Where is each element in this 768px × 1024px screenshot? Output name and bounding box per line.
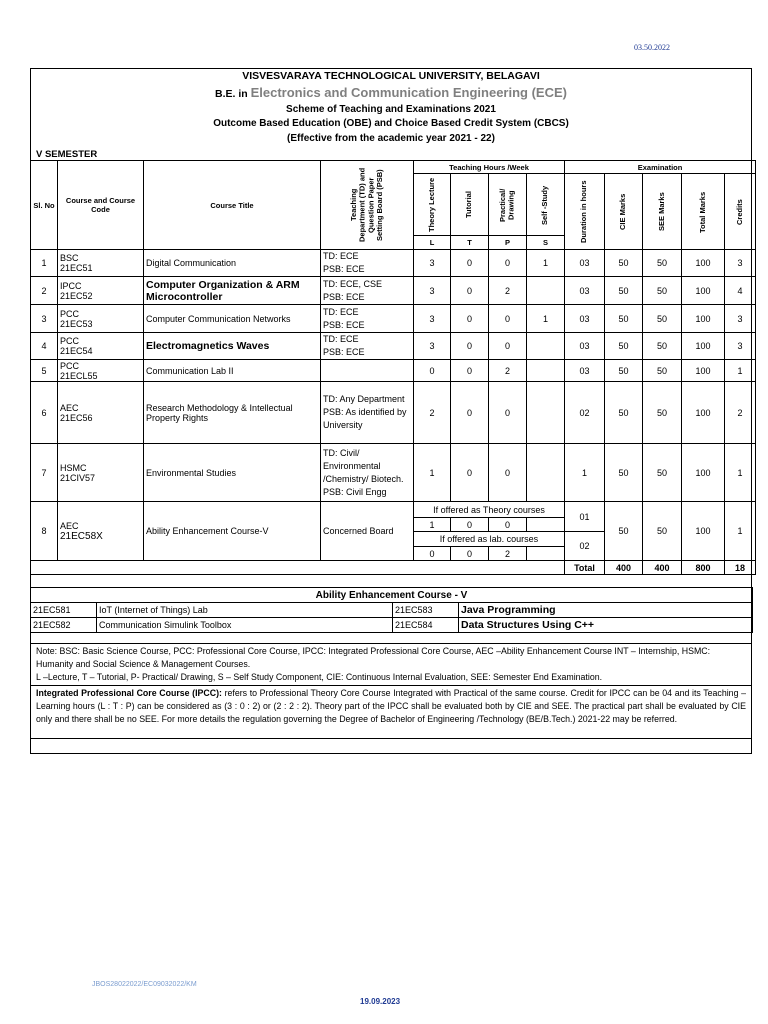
ability-name: Java Programming <box>459 603 753 618</box>
row-course-code <box>58 360 144 382</box>
col-tutorial: Tutorial <box>451 174 489 236</box>
notes-block <box>30 643 752 685</box>
programme-title <box>30 85 752 100</box>
course-type: PCC <box>60 360 80 371</box>
row-cie: 50 <box>605 382 643 444</box>
row-T: 0 <box>451 382 489 444</box>
ipcc-label: Integrated Professional Core Course (IPCC): <box>36 688 222 698</box>
row-course-title: Communication Lab II <box>144 360 321 382</box>
row-T: 0 <box>451 333 489 360</box>
bottom-date: 19.09.2023 <box>360 997 401 1006</box>
row8-theory-label: If offered as Theory courses <box>414 502 565 518</box>
col-credits: Credits <box>725 174 756 250</box>
row-see: 50 <box>643 305 682 333</box>
table-row <box>31 382 756 444</box>
row8-total: 100 <box>682 502 725 561</box>
totals-see: 400 <box>643 561 682 575</box>
row-sl: 4 <box>31 333 58 360</box>
col-practical: Practical/ Drawing <box>489 174 527 236</box>
row-cie: 50 <box>605 333 643 360</box>
row-T: 0 <box>451 250 489 277</box>
row-see: 50 <box>643 277 682 305</box>
table-row <box>31 360 756 382</box>
row-dur: 03 <box>565 277 605 305</box>
col-duration: Duration in hours <box>565 174 605 250</box>
col-P: P <box>489 236 527 250</box>
row-dur: 03 <box>565 305 605 333</box>
degree-prefix: B.E. in <box>215 88 248 100</box>
row-P: 0 <box>489 305 527 333</box>
row-L: 3 <box>414 333 451 360</box>
row-dur: 03 <box>565 250 605 277</box>
course-code: 21EC51 <box>60 263 93 273</box>
row8-dur2: 02 <box>565 532 605 561</box>
row-sl: 5 <box>31 360 58 382</box>
row-P: 2 <box>489 360 527 382</box>
col-teaching-hours: Teaching Hours /Week <box>414 161 565 174</box>
row-P: 0 <box>489 444 527 502</box>
row-sl: 3 <box>31 305 58 333</box>
row-course-code <box>58 305 144 333</box>
course-code: 21ECL55 <box>60 370 98 381</box>
row8-theory-T: 0 <box>451 518 489 532</box>
row-dept: TD: Civil/ Environmental /Chemistry/ Biotech. PSB: Civil Engg <box>321 444 414 502</box>
row8-theory-L: 1 <box>414 518 451 532</box>
obe-title: Outcome Based Education (OBE) and Choice Based Credit System (CBCS) <box>213 118 569 129</box>
row8-theory-S <box>527 518 565 532</box>
university-name: VISVESVARAYA TECHNOLOGICAL UNIVERSITY, BELAGAVI <box>242 70 540 82</box>
row-T: 0 <box>451 305 489 333</box>
row8-lab-P: 2 <box>489 547 527 561</box>
programme-name: Electronics and Communication Engineering (ECE) <box>250 85 567 100</box>
row-see: 50 <box>643 333 682 360</box>
ability-title: Ability Enhancement Course - V <box>31 588 753 603</box>
row-sl: 2 <box>31 277 58 305</box>
totals-cie: 400 <box>605 561 643 575</box>
ipcc-note <box>30 685 752 739</box>
scheme-table <box>30 160 756 575</box>
ability-code: 21EC581 <box>31 603 97 618</box>
row-dur: 03 <box>565 360 605 382</box>
table-row <box>31 333 756 360</box>
row-cie: 50 <box>605 250 643 277</box>
note-line-1: Note: BSC: Basic Science Course, PCC: Professional Core Course, IPCC: Integrated Professional Core Course, AEC –Ability Enhancement Course INT – Internship, HSMC: Humanity and Social Science & Management Courses. <box>36 646 711 669</box>
semester-label: V SEMESTER <box>36 149 98 160</box>
row8-cie: 50 <box>605 502 643 561</box>
row-see: 50 <box>643 382 682 444</box>
row-S <box>527 333 565 360</box>
col-L: L <box>414 236 451 250</box>
row-dept: TD: ECE PSB: ECE <box>321 305 414 333</box>
row-dept <box>321 360 414 382</box>
row-dept: TD: ECE PSB: ECE <box>321 333 414 360</box>
row-cie: 50 <box>605 360 643 382</box>
col-sl-no: Sl. No <box>31 161 58 250</box>
course-type: IPCC <box>60 280 82 291</box>
row-S: 1 <box>527 250 565 277</box>
row-L: 0 <box>414 360 451 382</box>
row8-dept: Concerned Board <box>321 502 414 561</box>
row8-lab-label: If offered as lab. courses <box>414 532 565 547</box>
row-course-title: Digital Communication <box>144 250 321 277</box>
course-type: AEC <box>60 402 79 413</box>
row-total: 100 <box>682 250 725 277</box>
ability-table <box>30 587 753 633</box>
row-course-title: Research Methodology & Intellectual Property Rights <box>144 382 321 444</box>
row-cie: 50 <box>605 305 643 333</box>
row-see: 50 <box>643 360 682 382</box>
note-line-2: L –Lecture, T – Tutorial, P- Practical/ Drawing, S – Self Study Component, CIE: Continuous Internal Evaluation, SEE: Semester End Examination. <box>36 672 603 682</box>
col-total: Total Marks <box>682 174 725 250</box>
top-date: 03.50.2022 <box>634 43 670 52</box>
ability-code: 21EC582 <box>31 618 97 633</box>
row-cie: 50 <box>605 277 643 305</box>
ability-row <box>31 618 753 633</box>
totals-credits: 18 <box>725 561 756 575</box>
row-L: 1 <box>414 444 451 502</box>
course-type: PCC <box>60 336 80 346</box>
row-course-title: Environmental Studies <box>144 444 321 502</box>
row8-lab-T: 0 <box>451 547 489 561</box>
course-code: 21EC54 <box>60 346 93 356</box>
scheme-title: Scheme of Teaching and Examinations 2021 <box>286 104 496 115</box>
row-L: 2 <box>414 382 451 444</box>
course-type: BSC <box>60 253 79 263</box>
row-course-code <box>58 382 144 444</box>
course-code: 21CIV57 <box>60 472 96 483</box>
row-sl: 7 <box>31 444 58 502</box>
col-see: SEE Marks <box>643 174 682 250</box>
table-row <box>31 444 756 502</box>
row-credits: 3 <box>725 333 756 360</box>
row-course-title: Computer Organization & ARM Microcontroller <box>144 277 321 305</box>
row-T: 0 <box>451 277 489 305</box>
row-total: 100 <box>682 382 725 444</box>
col-examination: Examination <box>565 161 756 174</box>
totals-row <box>31 561 756 575</box>
ability-row <box>31 603 753 618</box>
row-dur: 1 <box>565 444 605 502</box>
table-header-row <box>31 161 756 174</box>
row-credits: 3 <box>725 250 756 277</box>
col-theory: Theory Lecture <box>414 174 451 236</box>
col-course-code: Course and Course Code <box>58 161 144 250</box>
row-course-code <box>58 277 144 305</box>
row8-course-code: 21EC58X <box>60 530 103 542</box>
row-total: 100 <box>682 444 725 502</box>
row-total: 100 <box>682 360 725 382</box>
row-P: 0 <box>489 333 527 360</box>
row-course-code <box>58 333 144 360</box>
ability-code: 21EC584 <box>393 618 459 633</box>
row-L: 3 <box>414 250 451 277</box>
course-rows <box>31 250 756 502</box>
course-code: 21EC53 <box>60 318 93 329</box>
totals-total: 800 <box>682 561 725 575</box>
row-T: 0 <box>451 444 489 502</box>
row-sl: 6 <box>31 382 58 444</box>
row-dept: TD: ECE, CSE PSB: ECE <box>321 277 414 305</box>
course-code: 21EC52 <box>60 290 93 301</box>
row-dur: 03 <box>565 333 605 360</box>
ability-name: Data Structures Using C++ <box>459 618 753 633</box>
row-course-code <box>58 444 144 502</box>
row-L: 3 <box>414 277 451 305</box>
row-S <box>527 360 565 382</box>
row-cie: 50 <box>605 444 643 502</box>
row8-title: Ability Enhancement Course-V <box>144 502 321 561</box>
row-L: 3 <box>414 305 451 333</box>
row-dept: TD: ECE PSB: ECE <box>321 250 414 277</box>
totals-label: Total <box>565 561 605 575</box>
row-credits: 2 <box>725 382 756 444</box>
row-S: 1 <box>527 305 565 333</box>
row-total: 100 <box>682 333 725 360</box>
ability-code: 21EC583 <box>393 603 459 618</box>
row8-see: 50 <box>643 502 682 561</box>
row-S <box>527 277 565 305</box>
col-T: T <box>451 236 489 250</box>
col-S: S <box>527 236 565 250</box>
row-credits: 1 <box>725 444 756 502</box>
row-course-code <box>58 250 144 277</box>
table-row <box>31 250 756 277</box>
table-row-8a <box>31 502 756 518</box>
course-type: PCC <box>60 308 80 319</box>
row-P: 0 <box>489 382 527 444</box>
course-code: 21EC56 <box>60 412 93 423</box>
row-credits: 3 <box>725 305 756 333</box>
row-S <box>527 444 565 502</box>
row-P: 2 <box>489 277 527 305</box>
ability-name: Communication Simulink Toolbox <box>97 618 393 633</box>
row-course-title: Electromagnetics Waves <box>144 333 321 360</box>
row8-code <box>58 502 144 561</box>
row-see: 50 <box>643 250 682 277</box>
row8-type: AEC <box>60 520 79 531</box>
col-self-study: Self -Study <box>527 174 565 236</box>
ability-name: IoT (Internet of Things) Lab <box>97 603 393 618</box>
row-course-title: Computer Communication Networks <box>144 305 321 333</box>
row8-theory-P: 0 <box>489 518 527 532</box>
row-dept: TD: Any Department PSB: As identified by University <box>321 382 414 444</box>
col-teaching-dept: Teaching Department (TD) and Question Paper Setting Board (PSB) <box>321 161 414 250</box>
row8-credits: 1 <box>725 502 756 561</box>
row-credits: 1 <box>725 360 756 382</box>
table-row <box>31 305 756 333</box>
row-credits: 4 <box>725 277 756 305</box>
row8-dur1: 01 <box>565 502 605 532</box>
row-S <box>527 382 565 444</box>
col-course-title: Course Title <box>144 161 321 250</box>
row8-sl: 8 <box>31 502 58 561</box>
row8-lab-S <box>527 547 565 561</box>
row-dur: 02 <box>565 382 605 444</box>
row-sl: 1 <box>31 250 58 277</box>
course-type: HSMC <box>60 462 87 473</box>
row8-lab-L: 0 <box>414 547 451 561</box>
ipcc-text: refers to Professional Theory Core Course Integrated with Practical of the same course. Credit for IPCC can be 04 and its Teaching – Learning hours (L : T : P) can be considered as (3 : 0 : 2) or (2 : 2 : 2). Theory part of the IPCC shall be evaluated both by CIE and SEE. The practical part shall be evaluated by CIE only and there shall be no SEE. For more details the regulation governing the Degree of Bachelor of Engineering /Technology (BE/B.Tech.) 2021-22 may be referred. <box>36 688 746 724</box>
table-row <box>31 277 756 305</box>
row-T: 0 <box>451 360 489 382</box>
row-total: 100 <box>682 305 725 333</box>
row-total: 100 <box>682 277 725 305</box>
col-cie: CIE Marks <box>605 174 643 250</box>
row-P: 0 <box>489 250 527 277</box>
footer-code: JBOS28022022/EC09032022/KM <box>92 981 197 988</box>
effective-year: (Effective from the academic year 2021 - 22) <box>287 133 495 144</box>
row-see: 50 <box>643 444 682 502</box>
